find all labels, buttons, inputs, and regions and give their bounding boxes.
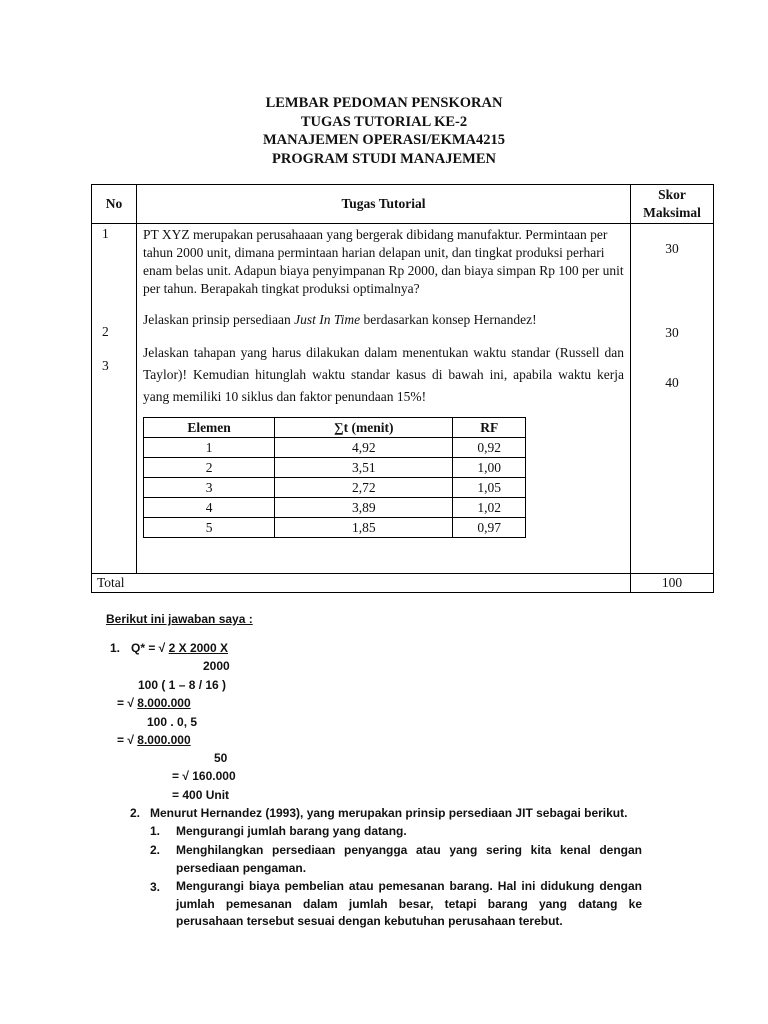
answer1-line4-numerator: 8.000.000 xyxy=(137,696,191,710)
answer2-item3-number: 3. xyxy=(150,880,161,894)
header-program: PROGRAM STUDI MANAJEMEN xyxy=(272,150,496,167)
answer1-number: 1. xyxy=(110,641,121,655)
element-cell: 5 xyxy=(144,518,275,538)
time-header: ∑t (menit) xyxy=(275,418,453,438)
q3-text: Jelaskan tahapan yang harus dilakukan dalam menentukan waktu standar (Russell dan Taylor)! Kemudian hitunglah waktu standar kasus di bawah ini, apabila waktu kerja yang memiliki 10 siklus dan faktor penundaan 15%! xyxy=(143,345,624,404)
answer2-item2-text: Menghilangkan persediaan penyangga atau yang sering kita kenal dengan persediaan pengaman. xyxy=(176,843,642,875)
rf-header: RF xyxy=(453,418,526,438)
q3-number: 3 xyxy=(102,358,109,373)
document-header xyxy=(0,94,768,168)
time-cell: 3,51 xyxy=(275,458,453,478)
answer2-item2-number: 2. xyxy=(150,843,161,857)
col-no-header: No xyxy=(92,185,137,224)
table-row xyxy=(144,498,526,518)
answer1-line4-prefix: = √ xyxy=(117,696,138,710)
q2-text-italic: Just In Time xyxy=(294,312,361,327)
q1-text: PT XYZ merupakan perusahaaan yang bergerak dibidang manufaktur. Permintaan per tahun 2000 unit, dimana permintaan harian delapan unit, dan tingkat produksi perhari enam belas unit. Adapun biaya penyimpanan Rp 2000, dan biaya simpan Rp 100 per unit per tahun. Berapakah tingkat produksi optimalnya? xyxy=(143,227,624,296)
total-row xyxy=(92,574,714,593)
answer1-line3: 100 ( 1 – 8 / 16 ) xyxy=(138,678,227,692)
answer1-line6-prefix: = √ xyxy=(117,733,138,747)
task-numbers xyxy=(92,224,137,574)
element-cell: 2 xyxy=(144,458,275,478)
answer1-line6-numerator: 8.000.000 xyxy=(137,733,191,747)
answer1-line8: = √ 160.000 xyxy=(172,769,236,783)
answer1-line6 xyxy=(117,733,191,747)
table-row xyxy=(144,458,526,478)
q2-score: 30 xyxy=(665,325,679,340)
answer2-text: Menurut Hernandez (1993), yang merupakan prinsip persediaan JIT sebagai berikut. xyxy=(150,806,628,820)
rf-cell: 0,92 xyxy=(453,438,526,458)
task-table-row xyxy=(92,224,714,574)
header-course: MANAJEMEN OPERASI/EKMA4215 xyxy=(262,132,506,148)
answer2-item1-text: Mengurangi jumlah barang yang datang. xyxy=(176,824,407,838)
total-value: 100 xyxy=(631,574,714,593)
task-table xyxy=(91,184,714,593)
q1-score: 30 xyxy=(665,241,679,256)
answer1-line1 xyxy=(131,641,228,655)
answer1-line4 xyxy=(117,696,191,710)
col-task-header: Tugas Tutorial xyxy=(137,185,631,224)
answer1-line7: 50 xyxy=(214,751,228,765)
element-cell: 4 xyxy=(144,498,275,518)
element-table xyxy=(143,417,526,538)
table-row xyxy=(144,518,526,538)
answer1-line1-numerator: 2 X 2000 X xyxy=(168,641,228,655)
element-cell: 3 xyxy=(144,478,275,498)
element-header: Elemen xyxy=(144,418,275,438)
rf-cell: 0,97 xyxy=(453,518,526,538)
rf-cell: 1,02 xyxy=(453,498,526,518)
time-cell: 4,92 xyxy=(275,438,453,458)
q2-text-after: berdasarkan konsep Hernandez! xyxy=(360,312,537,327)
answer1-line2: 2000 xyxy=(203,659,230,673)
table-row xyxy=(144,478,526,498)
header-title: LEMBAR PEDOMAN PENSKORAN xyxy=(265,95,503,111)
element-table-header xyxy=(144,418,526,438)
q1-number: 1 xyxy=(102,226,109,241)
col-score-header-line1: Skor xyxy=(658,187,686,202)
answer2-item3-text: Mengurangi biaya pembelian atau pemesanan barang. Hal ini didukung dengan jumlah pemesanan dalam jumlah besar, tetapi barang yang datang ke perusahaan tersebut sesuai dengan kebutuhan perusahaan terebut. xyxy=(176,879,642,928)
q2-text-before: Jelaskan prinsip persediaan xyxy=(143,312,295,327)
header-subtitle: TUGAS TUTORIAL KE-2 xyxy=(300,113,468,130)
task-scores xyxy=(631,224,714,574)
rf-cell: 1,05 xyxy=(453,478,526,498)
col-score-header-line2: Maksimal xyxy=(643,205,701,220)
total-label: Total xyxy=(92,574,631,593)
q3-score: 40 xyxy=(665,375,679,390)
time-cell: 2,72 xyxy=(275,478,453,498)
task-table-header xyxy=(92,185,714,224)
answer2-number: 2. xyxy=(130,806,141,820)
rf-cell: 1,00 xyxy=(453,458,526,478)
time-cell: 1,85 xyxy=(275,518,453,538)
q2-text xyxy=(143,311,624,329)
answer-heading: Berikut ini jawaban saya : xyxy=(106,612,253,626)
table-row xyxy=(144,438,526,458)
answer1-line1-prefix: Q* = √ xyxy=(131,641,169,655)
col-score-header xyxy=(631,185,714,224)
time-cell: 3,89 xyxy=(275,498,453,518)
element-cell: 1 xyxy=(144,438,275,458)
task-descriptions xyxy=(137,224,631,574)
answer2-item1-number: 1. xyxy=(150,824,161,838)
answer1-line5: 100 . 0, 5 xyxy=(147,715,198,729)
q2-number: 2 xyxy=(102,324,109,339)
answer1-line9: = 400 Unit xyxy=(172,788,230,802)
